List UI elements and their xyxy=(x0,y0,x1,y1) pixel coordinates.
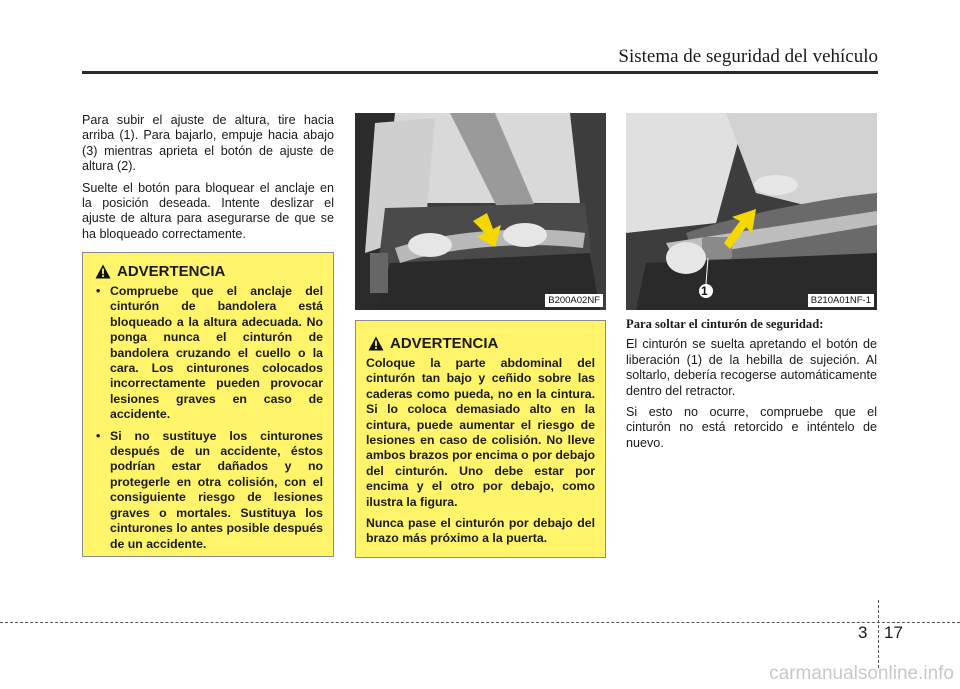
right-column-text xyxy=(626,317,877,457)
warning-list xyxy=(93,284,323,552)
warning-box-left xyxy=(82,252,334,557)
warning-heading xyxy=(366,335,595,352)
watermark: carmanualsonline.info xyxy=(769,663,954,684)
seatbelt-release-photo xyxy=(626,113,877,310)
figure-caption: B210A01NF-1 xyxy=(808,294,874,307)
footer-rule xyxy=(0,622,960,623)
seatbelt-lap-photo xyxy=(355,113,606,310)
callout-number: 1 xyxy=(701,284,708,298)
warning-triangle-icon xyxy=(95,264,111,279)
paragraph: El cinturón se suelta apretando el botón de liberación (1) de la hebilla de sujeción. Al soltarlo, debería recogerse automáticamente dentro del retractor. xyxy=(626,337,877,398)
paragraph: Si esto no ocurre, compruebe que el cinturón no está retorcido e inténtelo de nuevo. xyxy=(626,405,877,450)
warning-item: • Compruebe que el anclaje del cinturón de bandolera está bloqueado a la altura adecuada. No ponga nunca el cinturón de bandolera cruzando el cuello o la cara. Los cinturones colocados incorrectamente pueden provocar lesiones graves en caso de accidente. xyxy=(93,284,323,423)
seatbelt-release-illustration xyxy=(626,113,877,310)
footer-divider xyxy=(878,600,879,668)
seatbelt-lap-illustration xyxy=(355,113,606,310)
warning-item: • Si no sustituye los cinturones después de un accidente, éstos podrían estar dañados y no protegerle en otra colisión, con el consiguiente riesgo de lesiones graves o mortales. Sustituya los cinturones lo antes posible después de un accidente. xyxy=(93,429,323,552)
left-column-text xyxy=(82,113,334,248)
page-number: 17 xyxy=(884,623,903,642)
warning-title: ADVERTENCIA xyxy=(117,263,226,280)
page-header-title: Sistema de seguridad del vehículo xyxy=(618,46,878,67)
warning-triangle-icon xyxy=(368,336,384,351)
warning-text xyxy=(366,356,595,547)
header-rule xyxy=(82,71,878,74)
paragraph: Suelte el botón para bloquear el anclaje en la posición deseada. Intente deslizar el ajuste de altura para asegurarse de que se ha bloqueado correctamente. xyxy=(82,180,334,241)
paragraph: Para subir el ajuste de altura, tire hacia arriba (1). Para bajarlo, empuje hacia abajo (3) mientras aprieta el botón de ajuste de altura (2). xyxy=(82,113,334,174)
section-subheading: Para soltar el cinturón de seguridad: xyxy=(626,317,824,331)
warning-title: ADVERTENCIA xyxy=(390,335,499,352)
warning-paragraph: Coloque la parte abdominal del cinturón tan bajo y ceñido sobre las caderas como pueda, no en la cintura. Si lo coloca demasiado alto en la cintura, puede aumentar el riesgo de lesiones en caso de colisión. No lleve ambos brazos por encima o por debajo del cinturón. Uno debe estar por encima y el otro por debajo, como ilustra la figura. xyxy=(366,356,595,509)
figure-caption: B200A02NF xyxy=(545,294,603,307)
warning-paragraph: Nunca pase el cinturón por debajo del brazo más próximo a la puerta. xyxy=(366,516,595,546)
warning-box-middle xyxy=(355,320,606,558)
chapter-number: 3 xyxy=(858,623,868,642)
warning-heading xyxy=(93,263,323,280)
